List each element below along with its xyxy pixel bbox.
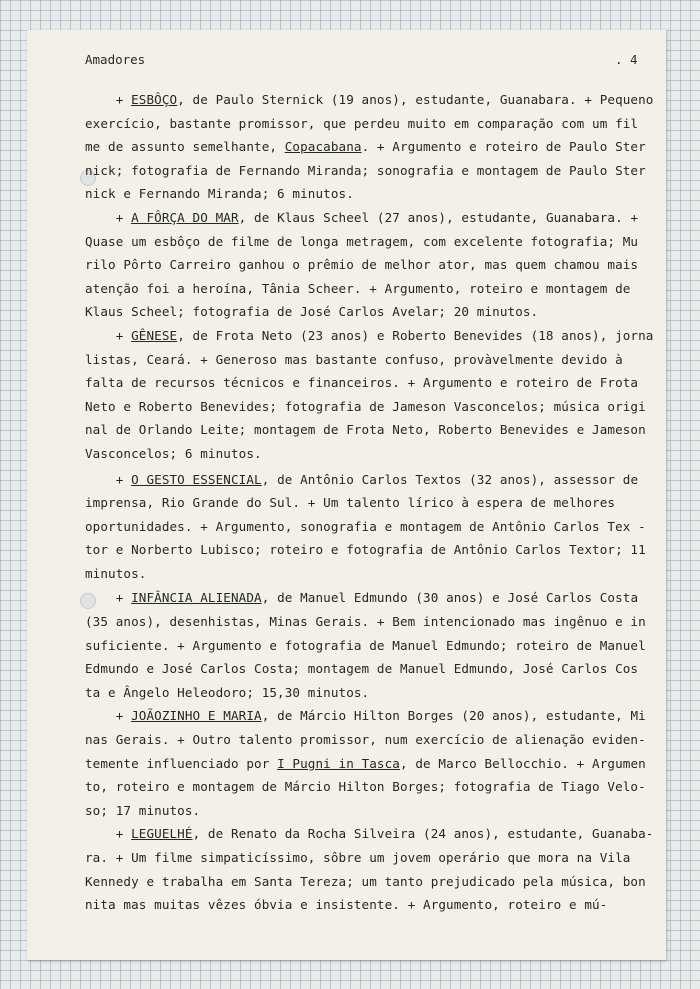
text-line: ra. + Um filme simpaticíssimo, sôbre um jovem operário que mora na Vila — [85, 850, 631, 865]
film-title: I Pugni in Tasca — [277, 755, 400, 771]
text-line: + ESBÔÇO, de Paulo Sternick (19 anos), estudante, Guanabara. + Pequeno — [85, 92, 654, 107]
text-line: Quase um esbôço de filme de longa metragem, com excelente fotografia; Mu — [85, 233, 639, 249]
film-title: INFÂNCIA ALIENADA — [131, 590, 262, 606]
film-title: JOÃOZINHO E MARIA — [131, 708, 262, 724]
document-body — [85, 88, 654, 917]
film-entry — [85, 704, 646, 822]
text-line: nal de Orlando Leite; montagem de Frota Neto, Roberto Benevides e Jameson — [85, 422, 646, 438]
film-title: GÊNESE — [131, 327, 178, 343]
text-line: + A FÔRÇA DO MAR, de Klaus Scheel (27 anos), estudante, Guanabara. + — [85, 209, 639, 225]
text-line: temente influenciado por I Pugni in Tasca, de Marco Bellocchio. + Argumen — [85, 755, 646, 771]
text-line: nas Gerais. + Outro talento promissor, num exercício de alienação eviden- — [85, 732, 646, 748]
text-line: nita mas muitas vêzes óbvia e insistente. + Argumento, roteiro e mú- — [85, 897, 608, 913]
page-number: . 4 — [615, 52, 638, 67]
film-title: O GESTO ESSENCIAL — [131, 471, 262, 487]
text-line: tor e Norberto Lubisco; roteiro e fotografia de Antônio Carlos Textor; 11 — [85, 542, 646, 558]
text-line: ta e Ângelo Heleodoro; 15,30 minutos. — [85, 684, 370, 700]
text-line: (35 anos), desenhistas, Minas Gerais. + Bem intencionado mas ingênuo e in — [85, 614, 646, 630]
film-entry — [85, 88, 654, 206]
text-line: Neto e Roberto Benevides; fotografia de Jameson Vasconcelos; música origi — [85, 398, 646, 414]
film-title: A FÔRÇA DO MAR — [131, 209, 239, 225]
text-line: so; 17 minutos. — [85, 802, 201, 818]
text-line: + INFÂNCIA ALIENADA, de Manuel Edmundo (30 anos) e José Carlos Costa — [85, 590, 639, 606]
text-line: Edmundo e José Carlos Costa; montagem de Manuel Edmundo, José Carlos Cos — [85, 661, 639, 677]
text-line: me de assunto semelhante, Copacabana. + Argumento e roteiro de Paulo Ster — [85, 139, 646, 155]
text-line: listas, Ceará. + Generoso mas bastante confuso, provàvelmente devido à — [85, 351, 623, 367]
text-line: minutos. — [85, 565, 147, 581]
text-line: to, roteiro e montagem de Márcio Hilton Borges; fotografia de Tiago Velo- — [85, 779, 646, 795]
film-entry — [85, 822, 654, 916]
text-line: nick; fotografia de Fernando Miranda; sonografia e montagem de Paulo Ster — [85, 162, 646, 178]
film-entry — [85, 586, 646, 704]
text-line: nick e Fernando Miranda; 6 minutos. — [85, 186, 354, 202]
text-line: imprensa, Rio Grande do Sul. + Um talento lírico à espera de melhores — [85, 495, 616, 511]
text-line: falta de recursos técnicos e financeiros. + Argumento e roteiro de Frota — [85, 375, 639, 391]
text-line: Vasconcelos; 6 minutos. — [85, 445, 262, 461]
film-title: Copacabana — [284, 139, 362, 155]
section-header: Amadores — [85, 52, 146, 67]
text-line: + O GESTO ESSENCIAL, de Antônio Carlos Textos (32 anos), assessor de — [85, 471, 639, 487]
text-line: atenção foi a heroína, Tânia Scheer. + Argumento, roteiro e montagem de — [85, 280, 631, 296]
text-line: oportunidades. + Argumento, sonografia e montagem de Antônio Carlos Tex - — [85, 518, 646, 534]
text-line: exercício, bastante promissor, que perdeu muito em comparação com um fil — [85, 115, 639, 131]
text-line: + GÊNESE, de Frota Neto (23 anos) e Roberto Benevides (18 anos), jorna — [85, 327, 654, 343]
film-entry — [85, 468, 646, 586]
text-line: Klaus Scheel; fotografia de José Carlos Avelar; 20 minutos. — [85, 304, 539, 320]
text-line: + LEGUELHÉ, de Renato da Rocha Silveira (24 anos), estudante, Guanaba- — [85, 826, 654, 842]
film-entry — [85, 206, 641, 324]
text-line: suficiente. + Argumento e fotografia de Manuel Edmundo; roteiro de Manuel — [85, 637, 646, 653]
text-line: + JOÃOZINHO E MARIA, de Márcio Hilton Borges (20 anos), estudante, Mi — [85, 708, 646, 724]
film-title: ESBÔÇO — [131, 92, 178, 107]
film-entry — [85, 324, 654, 466]
film-title: LEGUELHÉ — [131, 826, 193, 842]
text-line: Kennedy e trabalha em Santa Tereza; um tanto prejudicado pela música, bon — [85, 873, 646, 889]
text-line: rilo Pôrto Carreiro ganhou o prêmio de melhor ator, mas quem chamou mais — [85, 257, 639, 273]
